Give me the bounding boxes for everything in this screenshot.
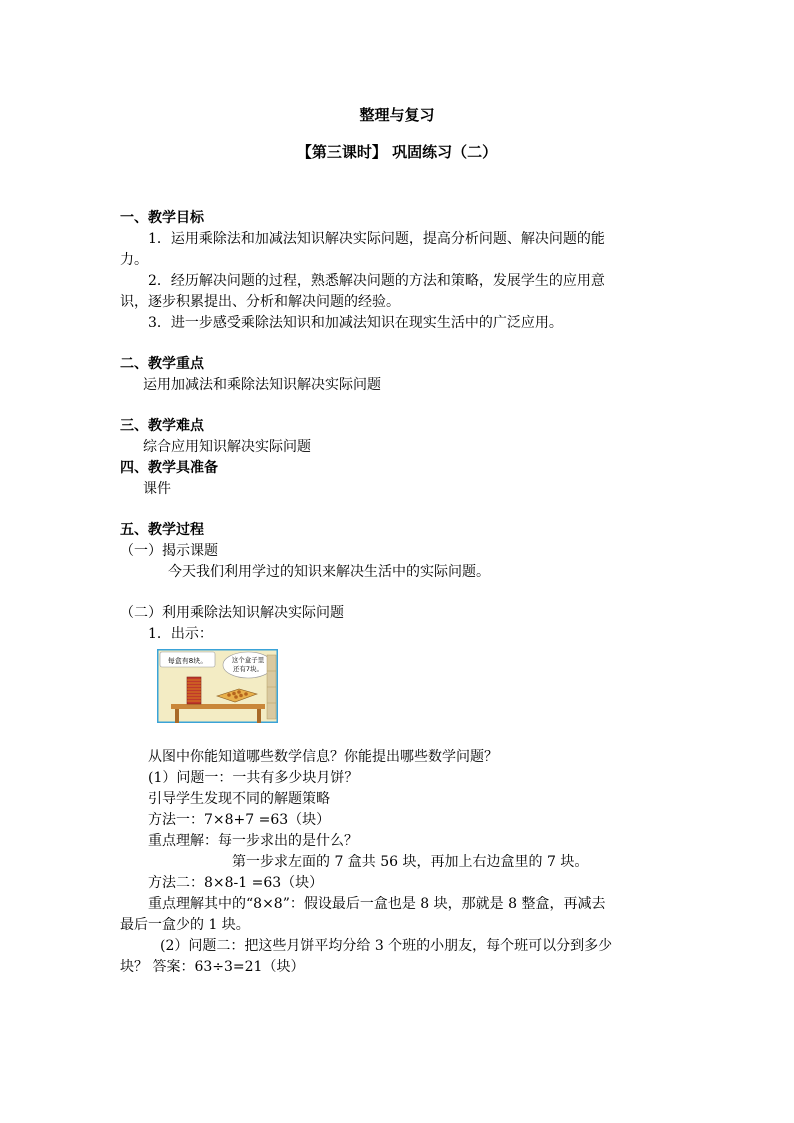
lesson-subtitle: 【第三课时】 巩固练习（二） xyxy=(296,143,498,161)
mooncake-box-stack xyxy=(187,677,201,704)
page-title: 整理与复习 xyxy=(359,106,435,124)
focus-1: 重点理解：每一步求出的是什么？ xyxy=(148,833,358,849)
section-heading-goals: 一、教学目标 xyxy=(120,210,204,226)
part-1-text: 今天我们利用学过的知识来解决生活中的实际问题。 xyxy=(168,564,490,580)
section-heading-key-points: 二、教学重点 xyxy=(120,356,204,372)
show-label: 1．出示： xyxy=(148,626,213,642)
question-2-line-1: (2）问题二：把这些月饼平均分给 3 个班的小朋友，每个班可以分到多少 xyxy=(160,938,613,954)
speech-bubble-right-text-2: 还有7块。 xyxy=(232,665,264,673)
goal-2-line-2: 识，逐步积累提出、分析和解决问题的经验。 xyxy=(120,294,400,310)
mooncake-illustration xyxy=(157,649,278,723)
materials-text: 课件 xyxy=(143,481,171,497)
table-leg-right xyxy=(257,709,261,723)
focus-2-line-1: 重点理解其中的“8×8”：假设最后一盒也是 8 块，那就是 8 整盒，再减去 xyxy=(148,896,606,912)
speech-bubble-right-text-1: 这个盒子里 xyxy=(231,656,265,664)
part-1-title: （一）揭示课题 xyxy=(120,543,218,559)
focus-2-line-2: 最后一盒少的 1 块。 xyxy=(120,917,250,933)
question-2-line-2: 块？ 答案：63÷3=21（块） xyxy=(120,959,305,975)
speech-bubble-left-text: 每盒有8块。 xyxy=(167,657,208,665)
guide-text: 引导学生发现不同的解题策略 xyxy=(148,791,330,807)
table-leg-left xyxy=(175,709,179,723)
goal-2-line-1: 2．经历解决问题的过程，熟悉解决问题的方法和策略，发展学生的应用意 xyxy=(148,273,605,289)
section-heading-process: 五、教学过程 xyxy=(120,522,204,538)
goal-1-line-2: 力。 xyxy=(120,252,148,268)
step-explanation: 第一步求左面的 7 盒共 56 块，再加上右边盒里的 7 块。 xyxy=(232,854,589,870)
question-intro: 从图中你能知道哪些数学信息？你能提出哪些数学问题？ xyxy=(148,749,498,765)
question-1: (1）问题一：一共有多少块月饼？ xyxy=(148,770,359,786)
section-heading-materials: 四、教学具准备 xyxy=(120,460,218,476)
section-heading-difficulties: 三、教学难点 xyxy=(120,418,204,434)
goal-1-line-1: 1．运用乘除法和加减法知识解决实际问题，提高分析问题、解决问题的能 xyxy=(148,231,605,247)
method-1: 方法一：7×8+7 =63（块） xyxy=(148,812,331,828)
key-points-text: 运用加减法和乘除法知识解决实际问题 xyxy=(143,377,381,393)
goal-3: 3．进一步感受乘除法知识和加减法知识在现实生活中的广泛应用。 xyxy=(148,315,563,331)
method-2: 方法二：8×8-1 =63（块） xyxy=(148,875,324,891)
table-top xyxy=(171,704,265,709)
part-2-title: （二）利用乘除法知识解决实际问题 xyxy=(120,605,344,621)
difficulties-text: 综合应用知识解决实际问题 xyxy=(143,439,311,455)
